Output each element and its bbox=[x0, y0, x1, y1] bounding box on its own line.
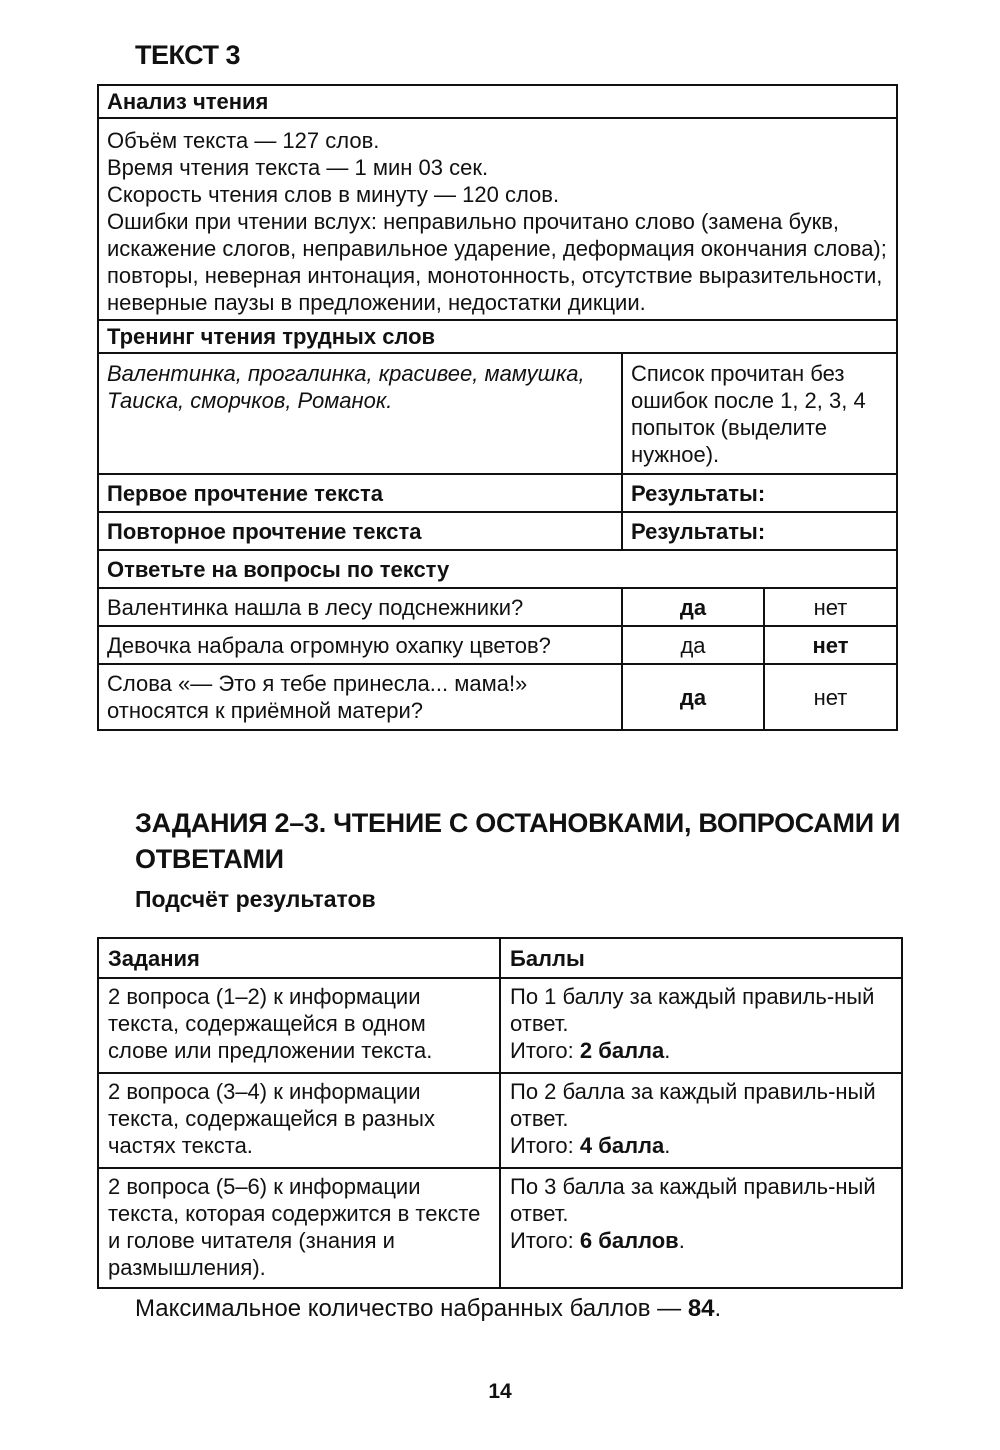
points-text: По 1 баллу за каждый правиль-ный ответ. bbox=[510, 984, 875, 1036]
analysis-body bbox=[98, 118, 897, 320]
column-header-points: Баллы bbox=[500, 938, 902, 978]
first-reading-label: Первое прочтение текста bbox=[98, 474, 622, 512]
analysis-line: Ошибки при чтении вслух: неправильно прочитано слово (замена букв, искажение слогов, неправильное ударение, деформация окончания слова); повторы, неверная интонация, монотонность, отсутствие выразительности, неверные паузы в предложении, недостатки дикции. bbox=[107, 209, 887, 315]
second-reading-result: Результаты: bbox=[622, 512, 897, 550]
answer-no: нет bbox=[764, 664, 897, 730]
answer-yes: да bbox=[622, 588, 764, 626]
training-note: Список прочитан без ошибок после 1, 2, 3, 4 попыток (выделите нужное). bbox=[622, 353, 897, 474]
questions-header: Ответьте на вопросы по тексту bbox=[98, 550, 897, 588]
analysis-line: Время чтения текста — 1 мин 03 сек. bbox=[107, 155, 489, 180]
question-text: Слова «— Это я тебе принесла... мама!» относятся к приёмной матери? bbox=[98, 664, 622, 730]
points-cell bbox=[500, 1073, 902, 1168]
task-cell: 2 вопроса (3–4) к информации текста, содержащейся в разных частях текста. bbox=[98, 1073, 500, 1168]
question-text: Девочка набрала огромную охапку цветов? bbox=[98, 626, 622, 664]
training-words: Валентинка, прогалинка, красивее, мамушка, Таиска, сморчков, Романок. bbox=[98, 353, 622, 474]
points-total: Итого: 4 балла. bbox=[510, 1133, 671, 1158]
analysis-header: Анализ чтения bbox=[98, 85, 897, 118]
text-title: ТЕКСТ 3 bbox=[135, 40, 240, 70]
reading-analysis-table bbox=[97, 84, 898, 731]
answer-no: нет bbox=[764, 626, 897, 664]
points-text: По 2 балла за каждый правиль-ный ответ. bbox=[510, 1079, 876, 1131]
points-total: Итого: 6 баллов. bbox=[510, 1228, 685, 1253]
page-number: 14 bbox=[488, 1380, 512, 1403]
answer-yes: да bbox=[622, 664, 764, 730]
section-subtitle: Подсчёт результатов bbox=[135, 886, 376, 912]
points-total: Итого: 2 балла. bbox=[510, 1038, 671, 1063]
scoring-table bbox=[97, 937, 903, 1289]
task-cell: 2 вопроса (1–2) к информации текста, содержащейся в одном слове или предложении текста. bbox=[98, 978, 500, 1073]
column-header-tasks: Задания bbox=[98, 938, 500, 978]
first-reading-result: Результаты: bbox=[622, 474, 897, 512]
section-title: ЗАДАНИЯ 2–3. ЧТЕНИЕ С ОСТАНОВКАМИ, ВОПРОСАМИ И ОТВЕТАМИ bbox=[135, 808, 901, 874]
max-score-line: Максимальное количество набранных баллов — 84. bbox=[135, 1295, 722, 1322]
analysis-line: Скорость чтения слов в минуту — 120 слов. bbox=[107, 182, 560, 207]
answer-yes: да bbox=[622, 626, 764, 664]
question-text: Валентинка нашла в лесу подснежники? bbox=[98, 588, 622, 626]
training-header: Тренинг чтения трудных слов bbox=[98, 320, 897, 353]
analysis-line: Объём текста — 127 слов. bbox=[107, 128, 380, 153]
points-text: По 3 балла за каждый правиль-ный ответ. bbox=[510, 1174, 876, 1226]
answer-no: нет bbox=[764, 588, 897, 626]
points-cell bbox=[500, 978, 902, 1073]
task-cell: 2 вопроса (5–6) к информации текста, которая содержится в тексте и голове читателя (знания и размышления). bbox=[98, 1168, 500, 1288]
points-cell bbox=[500, 1168, 902, 1288]
second-reading-label: Повторное прочтение текста bbox=[98, 512, 622, 550]
